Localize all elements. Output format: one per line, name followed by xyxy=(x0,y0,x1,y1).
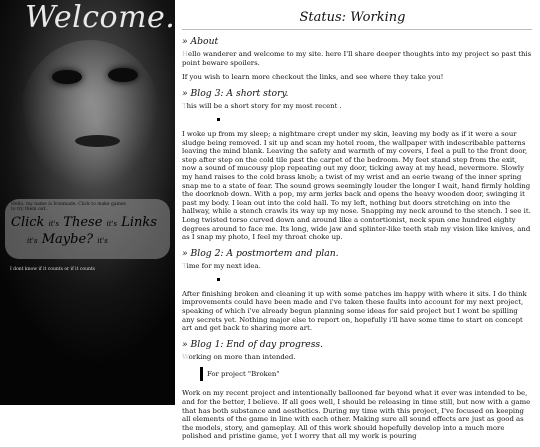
face-mouth xyxy=(75,135,120,147)
blog3-intro xyxy=(182,102,532,111)
links-row-2 xyxy=(27,232,108,247)
image-placeholder-icon xyxy=(217,118,220,121)
drop-cap: W xyxy=(182,352,189,361)
blog2-intro-text: ime for my next idea. xyxy=(186,261,261,270)
link-its[interactable]: it's xyxy=(48,220,60,228)
about-p1 xyxy=(182,50,532,67)
blog2-body: After finishing broken and cleaning it up with some patches im happy with where it sits. I do think improvements could have been made and i've taken these faults into account for my next project, speaking of which i've already begun planning some ideas for said project but I wont be spilling any secrets yet. Nothing major else to report on, hopefully i'll have some time to start on concept art and get back to sharing more art. xyxy=(182,289,527,333)
project-note-text: For project "Broken" xyxy=(207,370,280,379)
posts xyxy=(182,33,532,447)
drop-cap: T xyxy=(182,101,187,110)
drop-cap: T xyxy=(182,261,187,270)
visitor-counter: I dont know if it counts or if it counts xyxy=(10,267,95,272)
main-content xyxy=(175,0,540,441)
about-heading: » About xyxy=(182,36,219,47)
note-bar xyxy=(200,367,203,381)
about-text: ello wanderer and welcome to my site. here I'll share deeper thoughts into my project so past this point beware spoilers. xyxy=(182,50,532,67)
face-right-eye xyxy=(108,68,138,82)
blog1-heading: » Blog 1: End of day progress. xyxy=(182,338,324,350)
blog1-intro-text: orking on more than intended. xyxy=(188,352,296,361)
link-these[interactable]: These xyxy=(63,215,103,230)
blog3-heading: » Blog 3: A short story. xyxy=(182,87,289,99)
link-maybe[interactable]: Maybe? xyxy=(41,232,94,247)
image-placeholder-icon xyxy=(217,278,220,281)
links-row xyxy=(11,215,157,230)
status-title: Status: Working xyxy=(299,10,406,25)
project-note xyxy=(200,367,532,381)
link-its-4[interactable]: it's xyxy=(97,237,108,245)
blog3-story: I woke up from my sleep; a nightmare crept under my skin, leaving my body as if it were a sour sludge being removed. I sit up and scan my hotel room, the wallpaper with indescribable patterns leaving the mind blank. Leaving the safety and warmth of my covers, I feel a pull to the front door, step after step on the cold tile past the carpet of the bedroom. My feet stand step from the exit, now a sound of mucousy plop repeating out my door, ticking away at my head, nevermore. Slowly my hand raises to the cold brass knob; a twist of my wrist and an eerie twang of the inner spring snap me to a state of fear. The sound grows seemingly louder the longer I wait, hand firmly holding the doorknob down. With a pop, my arm jerks back and opens the heavy wooden door, swinging it past my body. I lean out into the cold hall. To my left, nothing but doors stretching on into the hallway, while a stench crawls its way up my nose. Snapping my neck around to the stench. I see it. Long twisted torso curved down and around like a contortionist, neck spun one hundred eighty degrees around to face me. Its long, wide jaw and splinter-like teeth stab my vision like knives, and as I snap my photo, I feel my throat choke up. xyxy=(182,129,531,242)
blog1-intro xyxy=(182,353,532,362)
blog2-intro xyxy=(182,262,532,271)
blog1-body: Work on my recent project and intentionally ballooned far beyond what it ever was intended to be, and for the better, I believe. If all goes well, I should be releasing in time still, but now with a game that has both substance and aesthetics. During my time with this project, I've focused on keeping all elements of the game in line with each other. Making sure all sound effects are just as good as the models, story, and gameplay. All of this work should hopefully develop into a much more polished and pristine game, yet I worry that all my work is pouring xyxy=(182,389,531,441)
blog2-heading: » Blog 2: A postmortem and plan. xyxy=(182,247,339,259)
face-left-eye xyxy=(52,70,82,84)
sidebar xyxy=(0,0,175,405)
blog3-intro-text: his will be a short story for my most recent . xyxy=(186,101,342,110)
link-its-2[interactable]: it's xyxy=(106,220,118,228)
drop-cap: H xyxy=(182,50,189,58)
link-click[interactable]: Click xyxy=(11,215,45,230)
links-intro: Hello, my name is Ironmade. Click to make games to try them out. xyxy=(11,202,126,212)
welcome-title: Welcome. xyxy=(25,0,176,35)
link-its-3[interactable]: it's xyxy=(27,237,38,245)
divider xyxy=(182,29,532,30)
face-image xyxy=(20,40,160,190)
about-p2: If you wish to learn more checkout the links, and see where they take you! xyxy=(182,73,444,82)
links-panel xyxy=(5,199,170,259)
link-links[interactable]: Links xyxy=(121,215,157,230)
